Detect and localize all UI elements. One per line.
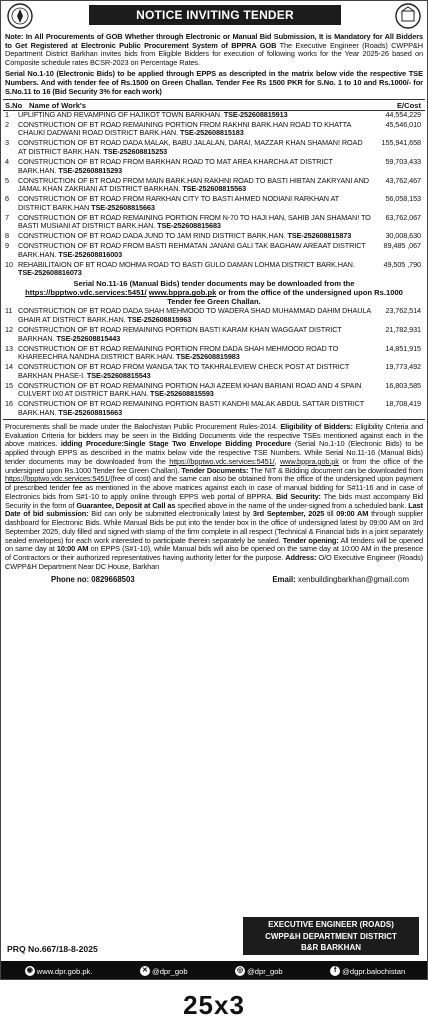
- mandatory-note: Note: In All Procurements of GOB Whether through Electronic or Manual Bid Submission, It is Mandatory for All Bidders to Get Registered at Electronic Public Procurement System of BPPRA GOB: [5, 32, 423, 50]
- row-tse-number: TSE-252608815983: [175, 352, 240, 362]
- email-address[interactable]: xenbuildingbarkhan@gmail.com: [297, 574, 409, 584]
- social-item[interactable]: [235, 966, 283, 976]
- row-cost: 49,505 ,790: [383, 259, 421, 269]
- row-tse-number: TSE-252608815963: [127, 315, 192, 324]
- row-work-name: UPLIFTING AND REVAMPING OF HAJIKOT TOWN BARKHAN. TSE-252608815913: [18, 109, 288, 119]
- social-handle: @dpr_gob: [247, 966, 283, 976]
- row-tse-number: TSE-252608815593: [150, 389, 214, 399]
- manual-bids-note: Serial No.11-16 (Manual Bids) tender documents may be downloaded from the https://bpptwo.vdc.services:5451/ www.bppra.gob.pk or from the office of the undersigned upon Rs.1000 Tender fee Green Challan.: [25, 279, 403, 307]
- web-icon: ◉: [26, 967, 33, 974]
- cwpph-seal-icon: [395, 3, 421, 29]
- ad-size-label: 25x3: [183, 990, 245, 1020]
- row-sno: 8: [5, 231, 9, 241]
- row-sno: 4: [5, 156, 9, 166]
- row-tse-number: TSE-252608815563: [182, 184, 247, 194]
- col-sno-header: S.No: [5, 100, 23, 110]
- prq-number: PRQ No.667/18-8-2025: [7, 944, 98, 954]
- row-work-name: CONSTRUCTION OF BT ROAD DADA MALAK, BABU JALALAN, DARAI, MAZZAR KHAN SHAMAN! ROAD AT DISTRICT BARK.HAN. TSE-252608815253: [18, 138, 363, 156]
- table-row: [3, 363, 425, 382]
- signatory-line-3: B&R BARKHAN: [301, 943, 361, 952]
- row-tse-number: TSE-252608815683: [157, 221, 221, 231]
- row-cost: 89,485 ,067: [383, 241, 421, 251]
- govt-seal-icon: [7, 3, 33, 29]
- twitter-icon: ✕: [140, 966, 150, 976]
- row-work-name: CONSTRUCTION OF BT ROAD FROM MAIN BARK.HAN RAKHNI ROAD TO BASTI HIBTAN ZAKRYANI AND JAMAL KHAN ZAKRIANI AT DISTRICT BARKHAN. TSE-252608815563: [18, 175, 369, 194]
- row-work-name: CONSTRUCTION OF BT ROAD REMAINING PORTION BAST! KANDHI MALAK ABDUL SATTAR DISTRICT BARK.HAN. TSE-252608815663: [18, 399, 365, 417]
- invitation-text: The Executive Engineer (Roads) CWPP&H Department District Barkhan invites bids from Eligible Bidders for execution of following works for the Year 2025-26 based on Composite schedule rates BCSR-2023 on Percentage Rates.: [5, 40, 423, 68]
- email-block: Email: xenbuildingbarkhan@gmail.com: [272, 574, 409, 584]
- row-sno: 11: [5, 306, 13, 316]
- bpptwo-link[interactable]: https://bpptwo.vdc.services:5451/: [25, 288, 147, 298]
- row-sno: 15: [5, 380, 13, 390]
- facebook-icon: f: [330, 966, 340, 976]
- social-item[interactable]: [25, 966, 93, 976]
- row-cost: 44,554,229: [385, 109, 421, 119]
- row-sno: 5: [5, 175, 9, 185]
- table-row: [3, 214, 425, 233]
- row-sno: 6: [5, 194, 9, 204]
- notice-header: [1, 1, 427, 29]
- social-handle: www.dpr.gob.pk.: [36, 966, 93, 976]
- table-row: [3, 195, 425, 214]
- terms-link-1[interactable]: https://bpptwo.vdc.services:5451/: [169, 456, 275, 466]
- col-name-header: Name of Work's: [29, 100, 86, 110]
- contact-line: [1, 575, 427, 584]
- row-sno: 14: [5, 362, 13, 372]
- table-row: [3, 261, 425, 280]
- row-cost: 63,762,067: [385, 212, 421, 222]
- row-sno: 10: [5, 259, 13, 269]
- row-work-name: CONSTRUCTION OF BT ROAD REMAINING PORTION FROM N-70 TO HAJI HAN, SAHIB JAN SHAMAN! TO BASTI MUSIANI AT DISTRICT BARK.HAN. TSE-252608815683: [18, 212, 371, 231]
- row-sno: 3: [5, 138, 9, 148]
- row-work-name: CONSTRUCTION OF BT ROAD FROM BARKHAN ROAD TO MAT AREA KHARCHA AT DISTRICT BARK.HAN. TSE-252608815293: [18, 156, 333, 175]
- row-tse-number: TSE-252608816073: [18, 268, 82, 278]
- row-work-name: CONSTRUCTION OF BT ROAD REMAINING PORTION FROM RAKHNI BARK.HAN ROAD TO KHATTA CHAUKI DADWANI ROAD DISTRICT BARK.HAN. TSE-252608815183: [18, 119, 351, 138]
- signatory-line-2: CWPP&H DEPARTMENT DISTRICT: [265, 931, 397, 941]
- row-work-name: CONSTRUCTION OF BT ROAD FROM BASTI REHMATAN JANANI GALI TAK BAGHAW AREAAT DISTRICT BARK.HAN. TSE-252608816003: [18, 241, 366, 259]
- row-cost: 56,058,153: [385, 194, 421, 204]
- row-work-name: CONSTRUCTION OF BT ROAD DADA JUND TO JAM RIND DISTRICT BARK.HAN. TSE-252608815873: [18, 231, 352, 241]
- notice-footer: [1, 917, 428, 961]
- row-tse-number: TSE-252608815913: [223, 109, 288, 119]
- serial-note: Serial No.1-10 (Electronic Bids) to be applied through EPPS as descripted in the matrix below vide the respective TSE Numbers. And with tender fee of Rs.1500 on Green Challan. Tender Fee Rs 1500 PKR for S.No. 1 to 10 and Rs.1000/- for S.No.11 to 16 (Bid Security 3% for each work): [5, 68, 423, 96]
- col-cost-header: E/Cost: [396, 100, 421, 110]
- row-cost: 14,851,915: [385, 343, 421, 353]
- terms-paragraph: Procurements shall be made under the Balochistan Public Procurement Rules-2014. Eligibility of Bidders: Eligibility Criteria and Evaluation Criteria for bidders may be seen in the Bidding Documents vide the respective TSEs mentioned against each in the above matrices. idding Procedure:Single Stage Two Envelope Bidding Procedure (Serial No.1-10 (Electronic Bids) to be applied through EPPS as described in the matrix below vide the respective TSE Numbers. While Serial No.11-16 (Manual Bids) tender documents may be downloaded from the https://bpptwo.vdc.services:5451/, www.bppra.gob.pk or from the office of the undersigned upon Rs.1000 Tender fee Green Challan). Tender Documents: The NIT & Bidding document can be downloaded from https://bpptwo.vdc.services:5451/(free of cost) and the same can also be obtained from the office of the undersigned upon payment of prescribed tender fee as mentioned in the above matrices against each in case of manual bidding for S#11-16 and in case of Electronics bids from S#1-10 to apply online through EPPS web portal of BPPRA. Bid Security: The bids must accompany Bid Security in the form of Guarantee, Deposit at Call as specified above in the name of the under-signed from a scheduled bank. Last Date of bid submission: Bid can only be submitted electronically latest by 3rd September, 2025 till 09:00 AM through supplier dashboard for Electronic Bids. While Manual Bids be put into the tender box in the office of undersigned latest by 09:00 AM on 3rd September 2025, duly filled and signed with stamp of the firm complete in all respect (Technical & Financial bids in a joint separately sealed envelopes) for each work interested to participate therein separately be sealed. Tender opening: All tenders will be opened on same day at 10:00 AM on EPPS (S#1-10), while Manual bids will also be opened on the same day at 10:00 AM in the presence of Contractors or their authorized representatives having authority letter for the purpose. Address: O/O Executive Engineer (Roads) CWPP&H Department Near DC House, Barkhan: [5, 421, 424, 571]
- notice-title: NOTICE INVITING TENDER: [89, 5, 341, 25]
- table-row: [3, 177, 425, 196]
- signatory-line-1: EXECUTIVE ENGINEER (ROADS): [268, 920, 394, 929]
- row-work-name: CONSTRUCTION OF BT ROAD REMAINING PORTION BAST! KARAM KHAN WAGGAAT DISTRICT BARKHAN. TSE-252608815443: [18, 324, 342, 343]
- row-work-name: CONSTRUCTION OF BT ROAD REMAINING PORTION HAJI AZEEM KHAN BARIANI ROAD AND 4 SPAIN CULVERT IX0 AT DISTRICT BARK.HAN. TSE-252608815593: [18, 380, 362, 399]
- row-cost: 59,703,433: [385, 156, 421, 166]
- row-tse-number: TSE-252608815663: [58, 407, 123, 417]
- row-tse-number: TSE-252608815253: [103, 146, 168, 156]
- table-row: [3, 307, 425, 326]
- phone-number: 0829668503: [91, 574, 135, 584]
- social-item[interactable]: [330, 966, 405, 976]
- row-sno: 9: [5, 241, 9, 251]
- table-row: [3, 121, 425, 140]
- row-sno: 12: [5, 324, 13, 334]
- terms-link-3[interactable]: https://bpptwo.vdc.services:5451/: [5, 474, 111, 484]
- table-row: [3, 345, 425, 364]
- row-sno: 13: [5, 343, 13, 353]
- electronic-bids-rows: [3, 111, 425, 280]
- row-cost: 155,941,658: [381, 138, 421, 148]
- row-work-name: CONSTRUCTION OF BT ROAD FROM RARKHAN CITY TO BASTI AHMED NODIANI RARKHAN AT DISTRICT BARK.HAN TSE-252608815663: [18, 194, 339, 212]
- row-cost: 16,803,585: [385, 380, 421, 390]
- manual-bids-rows: [3, 307, 425, 418]
- social-item[interactable]: [140, 966, 188, 976]
- row-tse-number: TSE-252608815873: [287, 231, 352, 241]
- phone-block: Phone no: 0829668503: [51, 574, 135, 584]
- row-tse-number: TSE-252608816003: [58, 249, 123, 259]
- terms-link-2[interactable]: www.bppra.gob.pk: [279, 456, 339, 466]
- table-row: [3, 139, 425, 158]
- table-row: [3, 158, 425, 177]
- table-row: [3, 382, 425, 401]
- works-table: [3, 99, 425, 420]
- row-work-name: CONSTRUCTION OF BT ROAD DADA SHAH MEHMOOD TO WADERA SHAD MUHAMMAD DAHIM DHAULA GHAIR AT DISTRICT BARK.HAN. TSE-252608815963: [18, 306, 371, 324]
- intro-paragraph: [1, 33, 427, 68]
- row-sno: 16: [5, 399, 13, 409]
- row-sno: 7: [5, 212, 9, 222]
- table-row: [3, 326, 425, 345]
- row-tse-number: TSE-252608815663: [91, 202, 155, 212]
- row-cost: 43,762,467: [385, 175, 421, 185]
- row-cost: 21,782,931: [385, 324, 421, 334]
- row-work-name: REHABILITAION OF BT ROAD MOHMA ROAD TO BASTI GULO DAMAN LOHMA DISTRICT BARK.HAN. TSE-252608816073: [18, 259, 355, 278]
- row-sno: 2: [5, 119, 9, 129]
- row-cost: 23,762,514: [385, 306, 421, 316]
- row-work-name: CONSTRUCTION OF BT ROAD FROM WANGA TAK TO TAKHRALEVIEW CHECK POST AT DISTRICT BARKHAN PHASE-I. TSE-252608815543: [18, 362, 350, 380]
- row-tse-number: TSE-252608815543: [86, 370, 151, 380]
- social-handle: @dpr_gob: [151, 966, 188, 976]
- row-sno: 1: [5, 109, 9, 119]
- row-cost: 18,708,419: [385, 399, 421, 409]
- bppra-link[interactable]: www.bppra.gob.pk: [148, 288, 217, 298]
- signatory-box: [243, 917, 419, 955]
- table-row: [3, 242, 425, 261]
- instagram-icon: ◎: [237, 967, 244, 974]
- row-cost: 45,546,010: [385, 119, 421, 129]
- row-tse-number: TSE-252608815293: [58, 165, 123, 175]
- social-media-bar: [1, 961, 428, 980]
- row-tse-number: TSE-252608815183: [179, 128, 244, 138]
- social-handle: @dgpr.balochistan: [342, 966, 406, 976]
- row-work-name: CONSTRUCTION OF BT ROAD REMAINING PORTION FROM DADA SHAH MEHMOOD ROAD TO KHAREECHRA NANDHA DISTRICT BARK.HAN. TSE-252608815983: [18, 343, 339, 362]
- row-cost: 30,008,630: [385, 231, 421, 241]
- row-cost: 19,773,492: [385, 362, 421, 372]
- table-row: [3, 400, 425, 419]
- row-tse-number: TSE-252608815443: [56, 333, 121, 343]
